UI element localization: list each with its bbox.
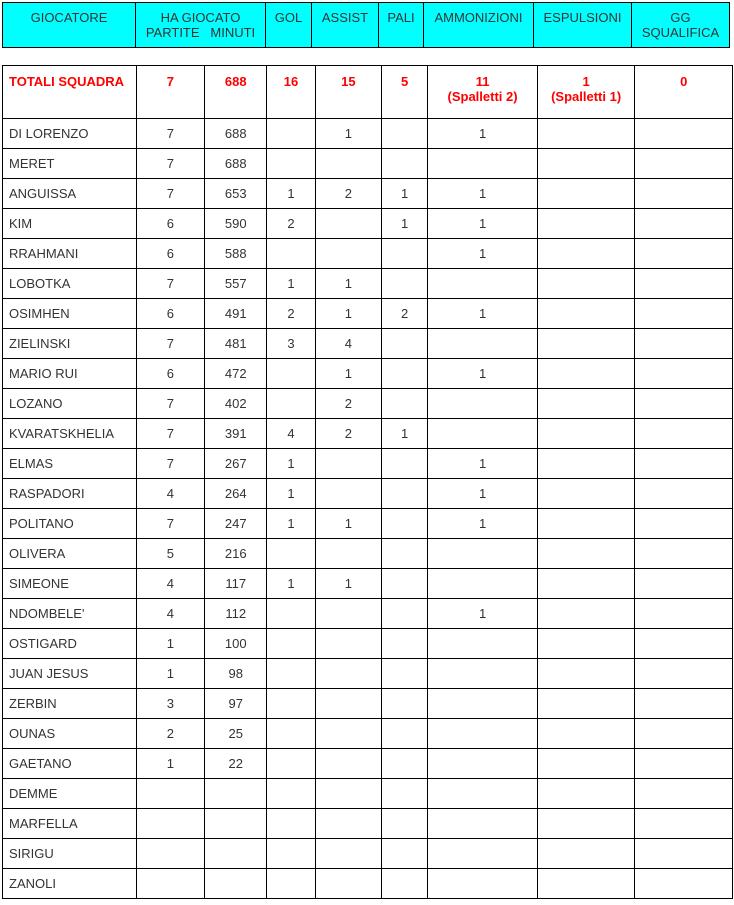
cell-minuti: 491 [205, 299, 267, 329]
cell-minuti: 100 [205, 629, 267, 659]
cell-espulsioni [537, 149, 635, 179]
cell-partite: 6 [136, 239, 204, 269]
cell-partite: 4 [136, 599, 204, 629]
cell-partite [136, 839, 204, 869]
cell-name: OSIMHEN [3, 299, 137, 329]
cell-name: ZERBIN [3, 689, 137, 719]
cell-partite: 6 [136, 299, 204, 329]
cell-espulsioni [537, 629, 635, 659]
cell-ammonizioni [428, 539, 538, 569]
totals-partite: 7 [136, 66, 204, 119]
totals-row [3, 66, 733, 119]
cell-pali: 1 [382, 419, 428, 449]
cell-name: RRAHMANI [3, 239, 137, 269]
cell-pali [382, 479, 428, 509]
cell-ammonizioni [428, 389, 538, 419]
totals-ammonizioni: 11 (Spalletti 2) [428, 66, 538, 119]
cell-squalifica [635, 329, 733, 359]
cell-gol [267, 689, 315, 719]
cell-ammonizioni: 1 [428, 479, 538, 509]
cell-ammonizioni [428, 779, 538, 809]
totals-squalifica: 0 [635, 66, 733, 119]
cell-squalifica [635, 389, 733, 419]
cell-ammonizioni: 1 [428, 119, 538, 149]
cell-espulsioni [537, 269, 635, 299]
cell-pali [382, 449, 428, 479]
cell-assist [315, 749, 381, 779]
table-row [3, 329, 733, 359]
cell-name: OUNAS [3, 719, 137, 749]
header-ha-giocato: HA GIOCATO PARTITE MINUTI [136, 3, 266, 48]
cell-espulsioni [537, 839, 635, 869]
cell-name: SIRIGU [3, 839, 137, 869]
cell-pali [382, 119, 428, 149]
cell-minuti: 264 [205, 479, 267, 509]
cell-name: ZANOLI [3, 869, 137, 899]
cell-partite: 6 [136, 359, 204, 389]
cell-gol: 1 [267, 479, 315, 509]
table-row [3, 449, 733, 479]
cell-assist: 2 [315, 389, 381, 419]
totals-label: TOTALI SQUADRA [3, 66, 137, 119]
cell-name: ELMAS [3, 449, 137, 479]
cell-pali: 2 [382, 299, 428, 329]
header-espulsioni: ESPULSIONI [534, 3, 632, 48]
cell-partite: 1 [136, 749, 204, 779]
cell-partite: 5 [136, 539, 204, 569]
cell-ammonizioni: 1 [428, 179, 538, 209]
cell-pali [382, 149, 428, 179]
cell-pali: 1 [382, 179, 428, 209]
cell-minuti [205, 869, 267, 899]
cell-gol [267, 659, 315, 689]
cell-partite: 2 [136, 719, 204, 749]
cell-ammonizioni: 1 [428, 599, 538, 629]
cell-squalifica [635, 719, 733, 749]
cell-squalifica [635, 119, 733, 149]
cell-squalifica [635, 419, 733, 449]
cell-minuti: 653 [205, 179, 267, 209]
cell-partite: 7 [136, 329, 204, 359]
cell-espulsioni [537, 719, 635, 749]
table-row [3, 599, 733, 629]
cell-partite: 1 [136, 629, 204, 659]
cell-gol: 1 [267, 269, 315, 299]
cell-assist: 4 [315, 329, 381, 359]
cell-squalifica [635, 449, 733, 479]
table-row [3, 509, 733, 539]
cell-name: ZIELINSKI [3, 329, 137, 359]
header-assist: ASSIST [312, 3, 379, 48]
cell-pali [382, 269, 428, 299]
cell-assist [315, 599, 381, 629]
cell-pali [382, 779, 428, 809]
cell-minuti: 247 [205, 509, 267, 539]
cell-gol [267, 629, 315, 659]
cell-espulsioni [537, 479, 635, 509]
cell-minuti: 25 [205, 719, 267, 749]
cell-gol: 1 [267, 449, 315, 479]
cell-squalifica [635, 569, 733, 599]
header-gol: GOL [266, 3, 312, 48]
cell-name: GAETANO [3, 749, 137, 779]
cell-pali [382, 329, 428, 359]
table-row [3, 659, 733, 689]
cell-squalifica [635, 629, 733, 659]
cell-minuti: 590 [205, 209, 267, 239]
cell-assist [315, 869, 381, 899]
cell-assist [315, 839, 381, 869]
header-gg-squalifica: GG SQUALIFICA [632, 3, 730, 48]
cell-ammonizioni [428, 839, 538, 869]
cell-name: POLITANO [3, 509, 137, 539]
cell-pali: 1 [382, 209, 428, 239]
cell-pali [382, 569, 428, 599]
cell-minuti: 216 [205, 539, 267, 569]
cell-espulsioni [537, 329, 635, 359]
cell-gol [267, 149, 315, 179]
cell-gol: 2 [267, 209, 315, 239]
cell-partite: 4 [136, 479, 204, 509]
cell-ammonizioni: 1 [428, 209, 538, 239]
table-row [3, 839, 733, 869]
cell-ammonizioni [428, 869, 538, 899]
cell-gol [267, 869, 315, 899]
cell-partite: 6 [136, 209, 204, 239]
cell-name: MARFELLA [3, 809, 137, 839]
cell-espulsioni [537, 209, 635, 239]
table-row [3, 119, 733, 149]
cell-assist [315, 779, 381, 809]
cell-ammonizioni [428, 719, 538, 749]
cell-gol [267, 389, 315, 419]
cell-name: JUAN JESUS [3, 659, 137, 689]
cell-pali [382, 869, 428, 899]
cell-ammonizioni [428, 659, 538, 689]
table-row [3, 629, 733, 659]
cell-gol [267, 749, 315, 779]
cell-name: SIMEONE [3, 569, 137, 599]
cell-pali [382, 839, 428, 869]
cell-assist: 1 [315, 269, 381, 299]
cell-espulsioni [537, 239, 635, 269]
cell-espulsioni [537, 389, 635, 419]
cell-ammonizioni [428, 329, 538, 359]
cell-minuti: 472 [205, 359, 267, 389]
cell-minuti: 557 [205, 269, 267, 299]
cell-name: MARIO RUI [3, 359, 137, 389]
cell-espulsioni [537, 419, 635, 449]
cell-gol: 4 [267, 419, 315, 449]
cell-assist: 1 [315, 509, 381, 539]
cell-partite [136, 869, 204, 899]
cell-pali [382, 239, 428, 269]
cell-name: OLIVERA [3, 539, 137, 569]
cell-minuti: 97 [205, 689, 267, 719]
cell-name: DI LORENZO [3, 119, 137, 149]
cell-gol [267, 239, 315, 269]
cell-partite: 7 [136, 179, 204, 209]
cell-assist: 1 [315, 119, 381, 149]
table-row [3, 359, 733, 389]
cell-partite [136, 809, 204, 839]
cell-gol [267, 839, 315, 869]
table-row [3, 149, 733, 179]
cell-squalifica [635, 809, 733, 839]
cell-gol [267, 779, 315, 809]
header-giocatore: GIOCATORE [3, 3, 136, 48]
cell-ammonizioni [428, 569, 538, 599]
cell-squalifica [635, 689, 733, 719]
cell-squalifica [635, 749, 733, 779]
cell-minuti: 688 [205, 149, 267, 179]
cell-squalifica [635, 239, 733, 269]
cell-squalifica [635, 839, 733, 869]
table-row [3, 239, 733, 269]
cell-name: KIM [3, 209, 137, 239]
cell-name: NDOMBELE' [3, 599, 137, 629]
cell-squalifica [635, 539, 733, 569]
cell-espulsioni [537, 569, 635, 599]
cell-assist: 2 [315, 419, 381, 449]
cell-ammonizioni [428, 269, 538, 299]
cell-minuti [205, 809, 267, 839]
totals-gol: 16 [267, 66, 315, 119]
cell-squalifica [635, 659, 733, 689]
cell-espulsioni [537, 749, 635, 779]
cell-partite: 7 [136, 449, 204, 479]
cell-minuti: 391 [205, 419, 267, 449]
cell-pali [382, 749, 428, 779]
cell-gol [267, 719, 315, 749]
cell-assist [315, 209, 381, 239]
cell-squalifica [635, 149, 733, 179]
cell-minuti [205, 779, 267, 809]
cell-pali [382, 719, 428, 749]
cell-minuti [205, 839, 267, 869]
cell-espulsioni [537, 299, 635, 329]
cell-espulsioni [537, 179, 635, 209]
cell-gol: 1 [267, 569, 315, 599]
cell-squalifica [635, 299, 733, 329]
cell-gol: 1 [267, 179, 315, 209]
cell-pali [382, 539, 428, 569]
cell-squalifica [635, 209, 733, 239]
cell-squalifica [635, 509, 733, 539]
cell-name: LOBOTKA [3, 269, 137, 299]
cell-gol [267, 119, 315, 149]
table-row [3, 179, 733, 209]
cell-espulsioni [537, 599, 635, 629]
cell-partite: 1 [136, 659, 204, 689]
cell-assist [315, 449, 381, 479]
cell-squalifica [635, 179, 733, 209]
cell-assist [315, 719, 381, 749]
cell-squalifica [635, 359, 733, 389]
cell-espulsioni [537, 869, 635, 899]
cell-partite: 7 [136, 269, 204, 299]
cell-partite: 7 [136, 119, 204, 149]
cell-espulsioni [537, 449, 635, 479]
cell-assist: 1 [315, 569, 381, 599]
cell-partite: 7 [136, 419, 204, 449]
cell-gol [267, 599, 315, 629]
cell-pali [382, 359, 428, 389]
cell-gol: 3 [267, 329, 315, 359]
table-row [3, 779, 733, 809]
cell-gol: 2 [267, 299, 315, 329]
cell-ammonizioni: 1 [428, 239, 538, 269]
cell-minuti: 117 [205, 569, 267, 599]
cell-partite: 4 [136, 569, 204, 599]
header-ammonizioni: AMMONIZIONI [424, 3, 534, 48]
table-row [3, 689, 733, 719]
cell-assist [315, 629, 381, 659]
cell-ammonizioni: 1 [428, 509, 538, 539]
cell-pali [382, 599, 428, 629]
cell-minuti: 588 [205, 239, 267, 269]
table-row [3, 269, 733, 299]
table-row [3, 749, 733, 779]
cell-assist [315, 659, 381, 689]
cell-espulsioni [537, 689, 635, 719]
cell-minuti: 112 [205, 599, 267, 629]
cell-assist: 2 [315, 179, 381, 209]
totals-assist: 15 [315, 66, 381, 119]
cell-squalifica [635, 269, 733, 299]
cell-partite: 7 [136, 389, 204, 419]
table-row [3, 299, 733, 329]
cell-assist [315, 689, 381, 719]
cell-name: LOZANO [3, 389, 137, 419]
cell-minuti: 481 [205, 329, 267, 359]
cell-espulsioni [537, 779, 635, 809]
cell-name: KVARATSKHELIA [3, 419, 137, 449]
totals-pali: 5 [382, 66, 428, 119]
cell-name: DEMME [3, 779, 137, 809]
cell-espulsioni [537, 509, 635, 539]
cell-name: RASPADORI [3, 479, 137, 509]
stats-table [2, 65, 733, 899]
cell-name: OSTIGARD [3, 629, 137, 659]
cell-ammonizioni [428, 749, 538, 779]
cell-gol: 1 [267, 509, 315, 539]
table-row [3, 869, 733, 899]
cell-minuti: 267 [205, 449, 267, 479]
cell-espulsioni [537, 359, 635, 389]
cell-assist [315, 539, 381, 569]
cell-ammonizioni [428, 419, 538, 449]
cell-pali [382, 689, 428, 719]
cell-pali [382, 629, 428, 659]
header-pali: PALI [379, 3, 424, 48]
table-row [3, 569, 733, 599]
table-row [3, 479, 733, 509]
table-row [3, 209, 733, 239]
cell-squalifica [635, 599, 733, 629]
header-table [2, 2, 730, 48]
cell-espulsioni [537, 809, 635, 839]
cell-ammonizioni [428, 629, 538, 659]
table-row [3, 809, 733, 839]
cell-espulsioni [537, 119, 635, 149]
cell-ammonizioni: 1 [428, 359, 538, 389]
cell-partite: 7 [136, 149, 204, 179]
cell-gol [267, 539, 315, 569]
cell-ammonizioni: 1 [428, 449, 538, 479]
cell-partite: 7 [136, 509, 204, 539]
cell-assist [315, 149, 381, 179]
cell-name: ANGUISSA [3, 179, 137, 209]
cell-assist [315, 809, 381, 839]
table-row [3, 419, 733, 449]
cell-partite [136, 779, 204, 809]
table-row [3, 539, 733, 569]
cell-pali [382, 389, 428, 419]
table-row [3, 719, 733, 749]
cell-minuti: 688 [205, 119, 267, 149]
cell-assist: 1 [315, 299, 381, 329]
cell-squalifica [635, 869, 733, 899]
totals-espulsioni: 1 (Spalletti 1) [537, 66, 635, 119]
cell-pali [382, 509, 428, 539]
cell-assist [315, 479, 381, 509]
table-row [3, 389, 733, 419]
cell-pali [382, 659, 428, 689]
cell-gol [267, 809, 315, 839]
cell-ammonizioni [428, 809, 538, 839]
cell-squalifica [635, 479, 733, 509]
totals-minuti: 688 [205, 66, 267, 119]
cell-minuti: 98 [205, 659, 267, 689]
cell-assist [315, 239, 381, 269]
cell-gol [267, 359, 315, 389]
cell-assist: 1 [315, 359, 381, 389]
cell-minuti: 402 [205, 389, 267, 419]
cell-ammonizioni [428, 149, 538, 179]
cell-ammonizioni: 1 [428, 299, 538, 329]
cell-espulsioni [537, 659, 635, 689]
cell-partite: 3 [136, 689, 204, 719]
cell-minuti: 22 [205, 749, 267, 779]
cell-ammonizioni [428, 689, 538, 719]
cell-name: MERET [3, 149, 137, 179]
cell-espulsioni [537, 539, 635, 569]
cell-squalifica [635, 779, 733, 809]
cell-pali [382, 809, 428, 839]
